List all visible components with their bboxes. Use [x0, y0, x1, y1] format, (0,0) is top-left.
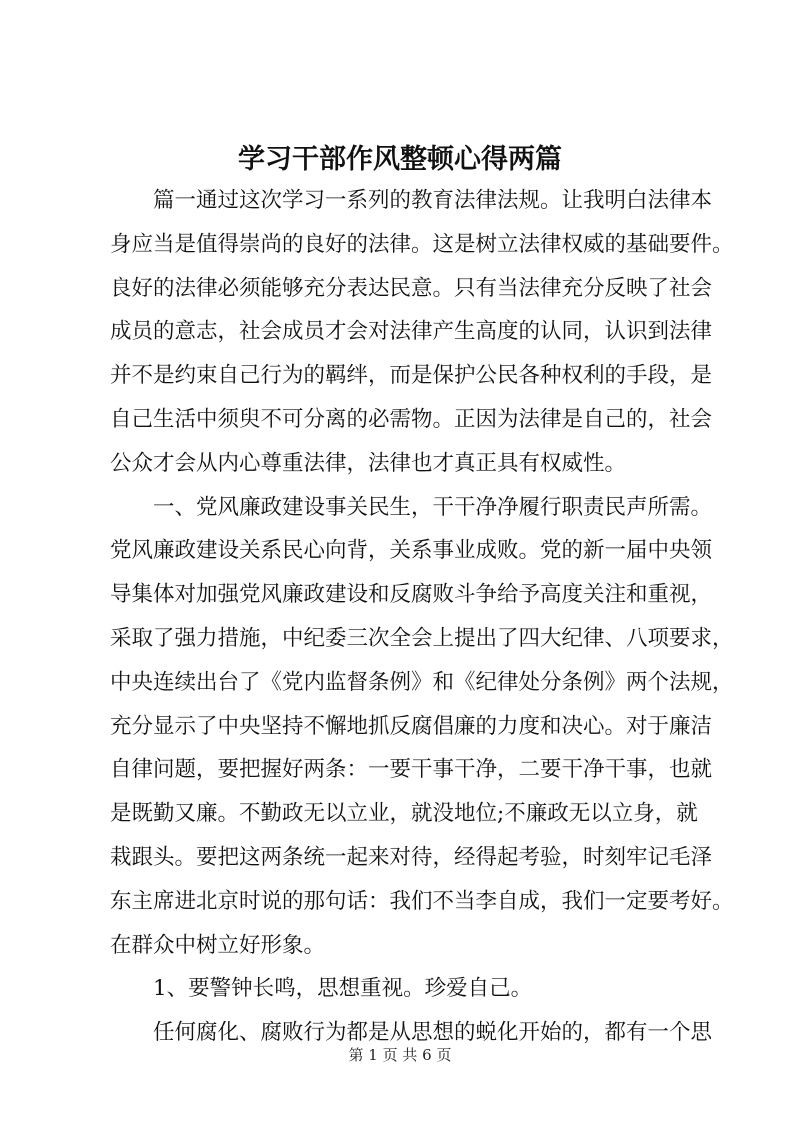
text-line: 公众才会从内心尊重法律，法律也才真正具有权威性。: [110, 450, 627, 476]
text-line: 身应当是值得崇尚的良好的法律。这是树立法律权威的基础要件。: [110, 231, 734, 257]
text-line: 一、党风廉政建设事关民生，干干净净履行职责民声所需。: [153, 494, 713, 520]
text-line: 党风廉政建设关系民心向背，关系事业成败。党的新一届中央领: [110, 538, 713, 564]
text-line: 导集体对加强党风廉政建设和反腐败斗争给予高度关注和重视，: [110, 582, 713, 608]
text-line: 自己生活中须臾不可分离的必需物。正因为法律是自己的，社会: [110, 406, 713, 432]
text-line: 良好的法律必须能够充分表达民意。只有当法律充分反映了社会: [110, 275, 713, 301]
text-line: 栽跟头。要把这两条统一起来对待，经得起考验，时刻牢记毛泽: [110, 844, 713, 870]
text-line: 采取了强力措施，中纪委三次全会上提出了四大纪律、八项要求，: [110, 625, 734, 651]
text-line: 自律问题，要把握好两条：一要干事干净，二要干净干事，也就: [110, 757, 713, 783]
text-line: 篇一通过这次学习一系列的教育法律法规。让我明白法律本: [153, 188, 713, 213]
text-line: 成员的意志，社会成员才会对法律产生高度的认同，认识到法律: [110, 319, 713, 345]
text-line: 在群众中树立好形象。: [110, 932, 326, 958]
text-line: 中央连续出台了《党内监督条例》和《纪律处分条例》两个法规，: [110, 669, 734, 695]
page-footer: 第 1 页 共 6 页: [348, 1046, 452, 1064]
document-title: 学习干部作风整顿心得两篇: [238, 144, 562, 175]
text-line: 东主席进北京时说的那句话：我们不当李自成，我们一定要考好。: [110, 888, 734, 914]
text-line: 充分显示了中央坚持不懈地抓反腐倡廉的力度和决心。对于廉洁: [110, 713, 713, 739]
text-line: 1、要警钟长鸣，思想重视。珍爱自己。: [153, 976, 533, 1002]
text-line: 并不是约束自己行为的羁绊，而是保护公民各种权利的手段，是: [110, 363, 713, 389]
text-line: 任何腐化、腐败行为都是从思想的蜕化开始的，都有一个思: [153, 1020, 713, 1046]
text-line: 是既勤又廉。不勤政无以立业，就没地位;不廉政无以立身，就: [110, 801, 698, 827]
document-body: [110, 179, 734, 1055]
